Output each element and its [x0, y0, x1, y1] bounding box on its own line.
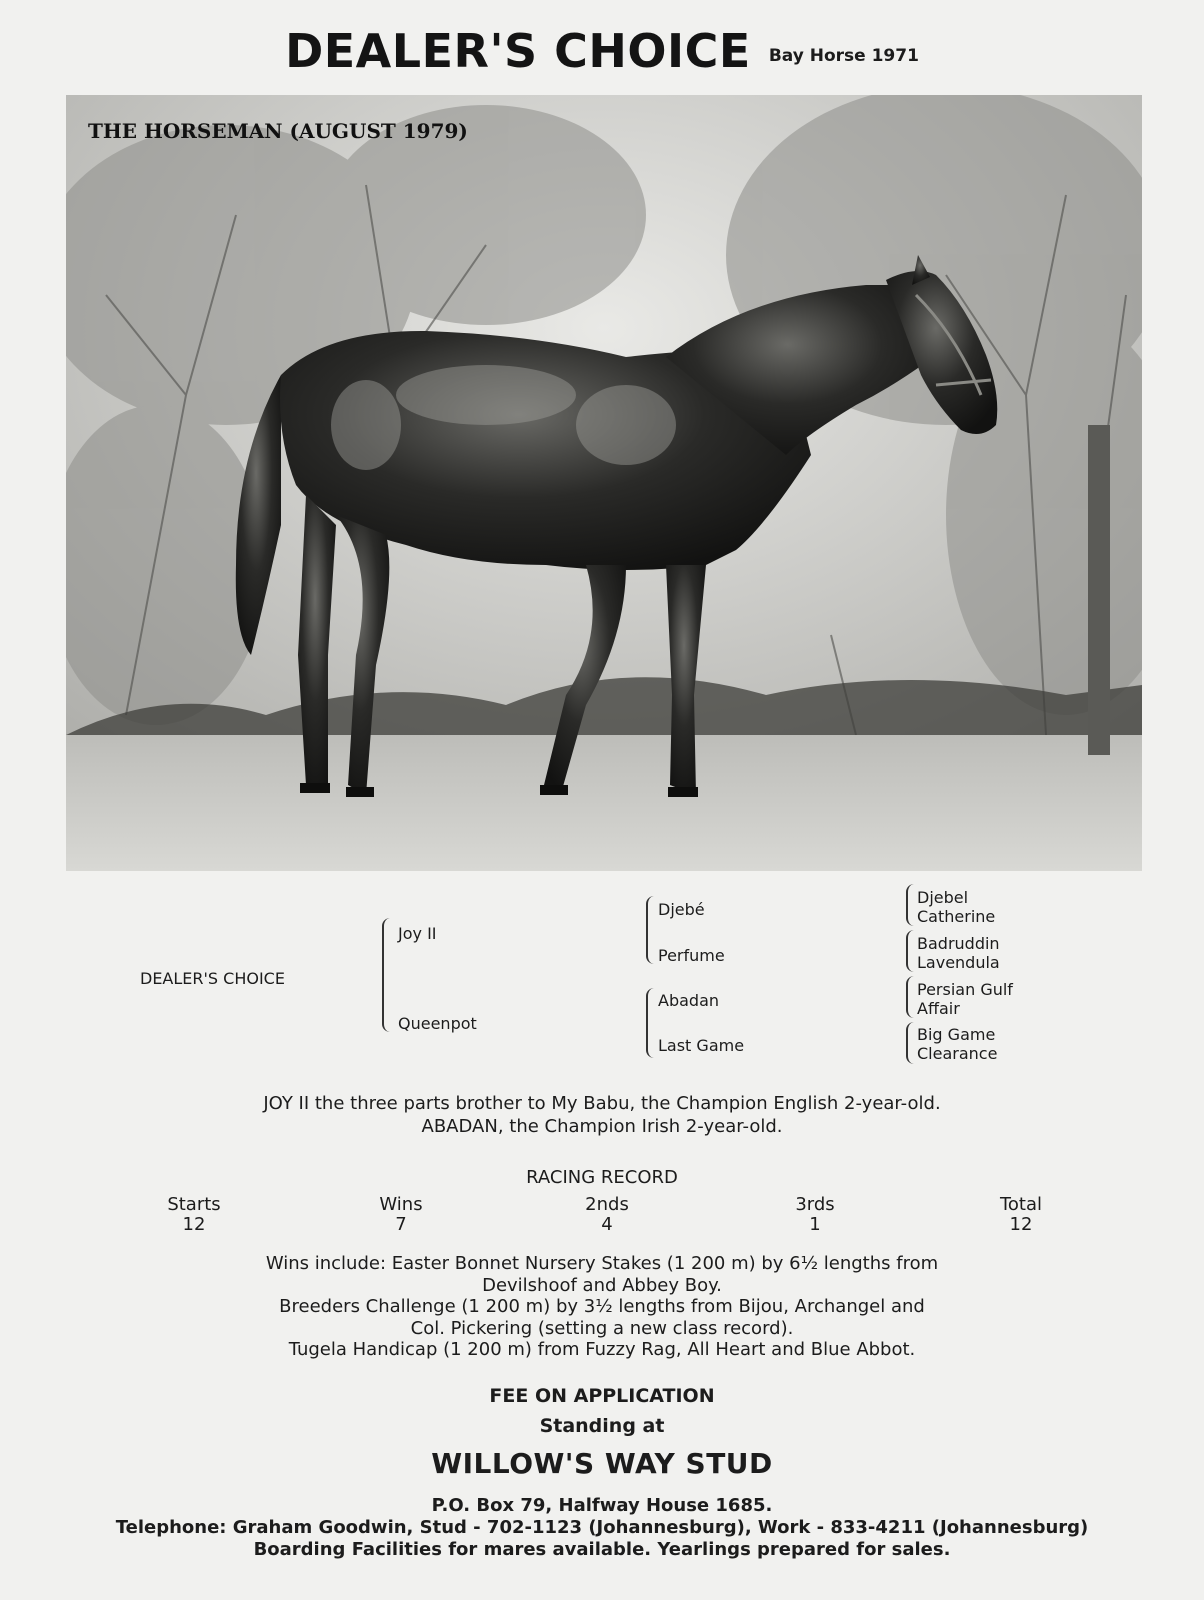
pedigree-bracket-g3-1 — [906, 884, 914, 926]
record-label: Wins — [379, 1194, 423, 1215]
horse-photograph — [66, 95, 1142, 871]
record-value: 7 — [395, 1214, 407, 1235]
pedigree-g3-item: Big Game — [917, 1025, 996, 1044]
fee-text: FEE ON APPLICATION — [489, 1385, 715, 1407]
telephone-text: Telephone: Graham Goodwin, Stud - 702-1123 (Johannesburg), Work - 833-4211 (Johannesburg) — [115, 1517, 1089, 1538]
pedigree-g3-item: Persian Gulf — [917, 980, 1013, 999]
record-column — [755, 1195, 875, 1235]
pedigree-bracket-sire — [646, 896, 656, 964]
page-subtitle: Bay Horse 1971 — [768, 46, 919, 66]
record-column — [134, 1195, 254, 1235]
record-column — [547, 1195, 667, 1235]
wins-line: Devilshoof and Abbey Boy. — [482, 1275, 722, 1296]
record-value: 1 — [809, 1214, 821, 1235]
standing-text: Standing at — [539, 1415, 665, 1437]
wins-line: Tugela Handicap (1 200 m) from Fuzzy Rag, All Heart and Blue Abbot. — [288, 1339, 916, 1360]
pedigree-sire: Joy II — [398, 924, 437, 943]
note-line: JOY II the three parts brother to My Babu, the Champion English 2-year-old. — [263, 1093, 941, 1114]
wins-line: Breeders Challenge (1 200 m) by 3½ lengths from Bijou, Archangel and — [279, 1296, 925, 1317]
record-label: 3rds — [795, 1194, 835, 1215]
boarding-text: Boarding Facilities for mares available. Yearlings prepared for sales. — [253, 1539, 951, 1560]
pedigree-bracket-g3-4 — [906, 1022, 914, 1064]
pedigree-bracket-gen1 — [382, 918, 394, 1032]
pedigree-bracket-g3-3 — [906, 976, 914, 1018]
pedigree-g3-item: Affair — [917, 999, 960, 1018]
pedigree-dam-dam: Last Game — [658, 1036, 745, 1055]
wins-line: Col. Pickering (setting a new class record). — [410, 1318, 794, 1339]
pedigree-bracket-g3-2 — [906, 930, 914, 972]
pedigree-g3-item: Catherine — [917, 907, 996, 926]
pedigree-dam: Queenpot — [398, 1014, 477, 1033]
pedigree-g3-item: Clearance — [917, 1044, 998, 1063]
note-line: ABADAN, the Champion Irish 2-year-old. — [421, 1116, 783, 1137]
photo-caption: THE HORSEMAN (AUGUST 1979) — [88, 119, 468, 143]
pedigree-g3-item: Lavendula — [917, 953, 1000, 972]
pedigree-dam-sire: Abadan — [658, 991, 720, 1010]
record-label: Total — [999, 1194, 1043, 1215]
page-title: DEALER'S CHOICE — [285, 24, 751, 78]
horse-photo-illustration — [66, 95, 1142, 871]
wins-line: Wins include: Easter Bonnet Nursery Stakes (1 200 m) by 6½ lengths from — [265, 1253, 939, 1274]
pedigree-sire-sire: Djebé — [658, 900, 705, 919]
pedigree-subject: DEALER'S CHOICE — [140, 969, 285, 988]
record-column — [961, 1195, 1081, 1235]
pedigree-sire-dam: Perfume — [658, 946, 725, 965]
racing-record-heading: RACING RECORD — [526, 1167, 678, 1188]
pedigree-g3-item: Djebel — [917, 888, 969, 907]
record-label: Starts — [167, 1194, 221, 1215]
record-value: 4 — [601, 1214, 613, 1235]
record-value: 12 — [1009, 1214, 1033, 1235]
pedigree-bracket-dam — [646, 988, 656, 1058]
record-value: 12 — [182, 1214, 206, 1235]
address-text: P.O. Box 79, Halfway House 1685. — [431, 1495, 773, 1516]
page-header — [0, 24, 1204, 78]
stud-name: WILLOW'S WAY STUD — [431, 1447, 773, 1480]
record-column — [341, 1195, 461, 1235]
record-label: 2nds — [585, 1194, 629, 1215]
pedigree-g3-item: Badruddin — [917, 934, 1000, 953]
